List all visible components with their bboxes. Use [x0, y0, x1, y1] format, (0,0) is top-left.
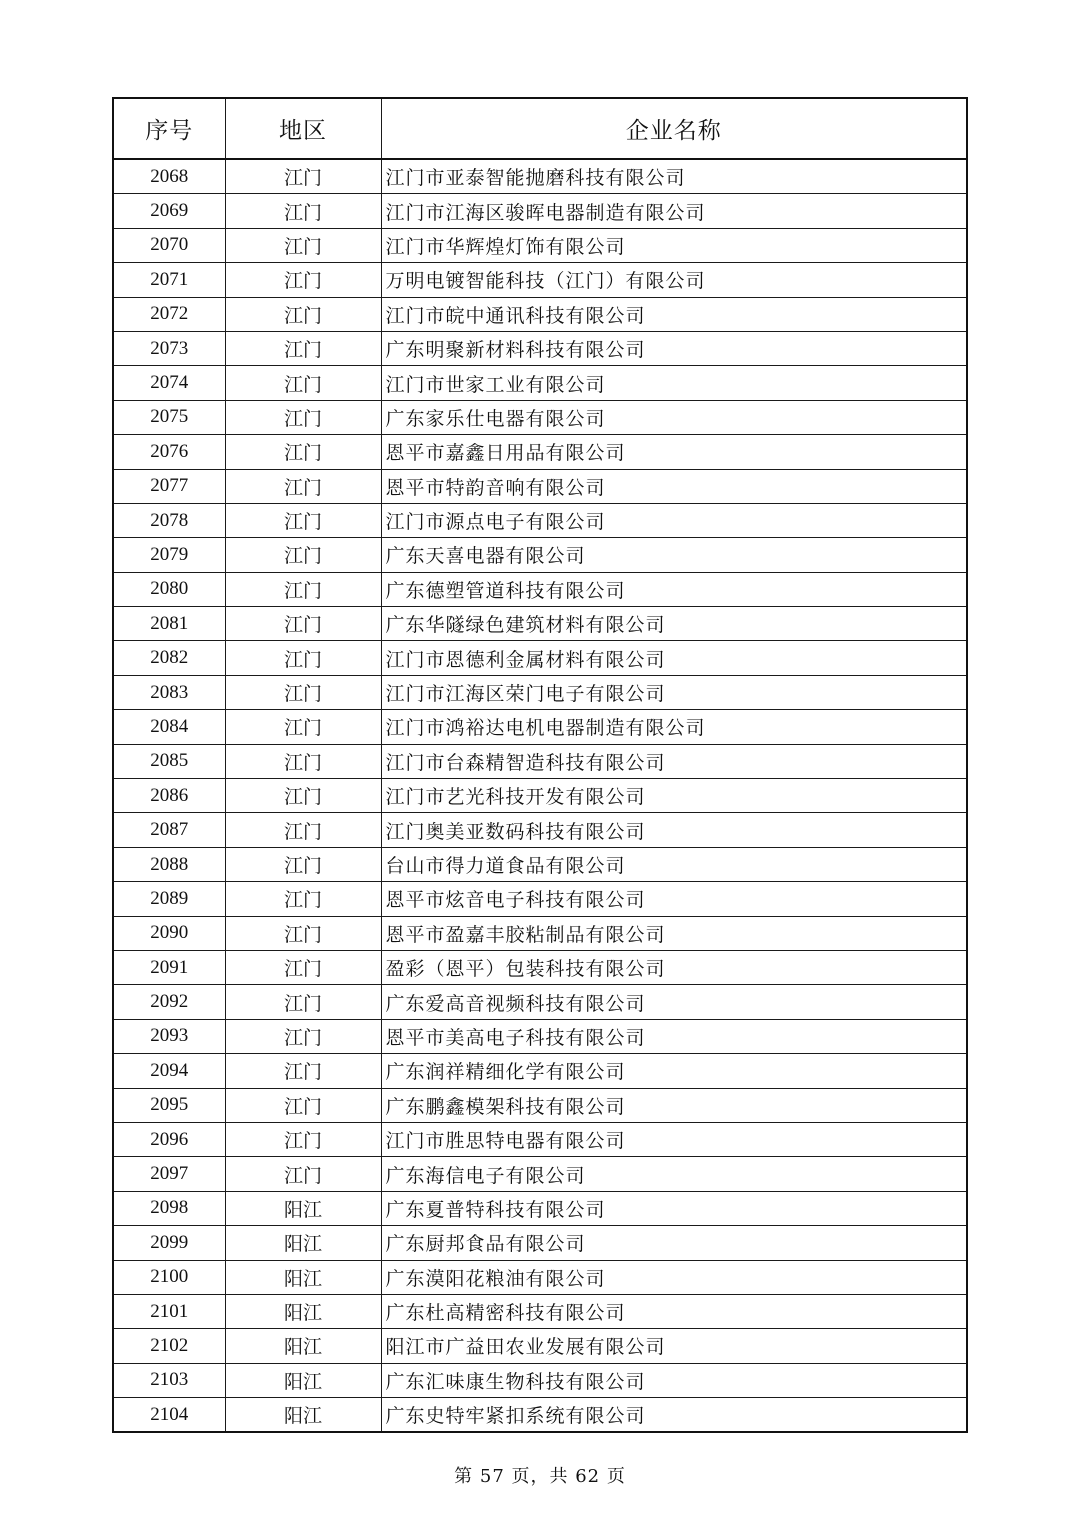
table-row: [113, 503, 967, 537]
cell-serial-number: 2094: [113, 1054, 225, 1088]
table-row: [113, 228, 967, 262]
cell-serial-number: 2098: [113, 1191, 225, 1225]
cell-serial-number: 2082: [113, 641, 225, 675]
cell-region: 江门: [225, 572, 381, 606]
table-row: [113, 1191, 967, 1225]
table-row: [113, 469, 967, 503]
cell-serial-number: 2086: [113, 779, 225, 813]
cell-serial-number: 2092: [113, 985, 225, 1019]
cell-enterprise-name: 广东爱高音视频科技有限公司: [381, 985, 967, 1019]
table-body: [113, 159, 967, 1432]
cell-enterprise-name: 阳江市广益田农业发展有限公司: [381, 1329, 967, 1363]
table-row: [113, 435, 967, 469]
cell-enterprise-name: 广东史特牢紧扣系统有限公司: [381, 1398, 967, 1433]
table-row: [113, 916, 967, 950]
table-header: [113, 98, 967, 159]
table-row: [113, 641, 967, 675]
cell-region: 江门: [225, 297, 381, 331]
cell-serial-number: 2074: [113, 366, 225, 400]
table-row: [113, 1363, 967, 1397]
cell-serial-number: 2095: [113, 1088, 225, 1122]
cell-serial-number: 2076: [113, 435, 225, 469]
header-row: [113, 98, 967, 159]
cell-enterprise-name: 恩平市嘉鑫日用品有限公司: [381, 435, 967, 469]
cell-region: 阳江: [225, 1398, 381, 1433]
cell-region: 阳江: [225, 1294, 381, 1328]
cell-serial-number: 2075: [113, 400, 225, 434]
cell-serial-number: 2069: [113, 194, 225, 228]
cell-serial-number: 2072: [113, 297, 225, 331]
cell-region: 江门: [225, 950, 381, 984]
cell-enterprise-name: 广东夏普特科技有限公司: [381, 1191, 967, 1225]
cell-serial-number: 2088: [113, 847, 225, 881]
table-row: [113, 159, 967, 194]
cell-enterprise-name: 广东海信电子有限公司: [381, 1157, 967, 1191]
table-row: [113, 366, 967, 400]
cell-enterprise-name: 江门市亚泰智能抛磨科技有限公司: [381, 159, 967, 194]
table-row: [113, 1329, 967, 1363]
table-row: [113, 1122, 967, 1156]
cell-serial-number: 2085: [113, 744, 225, 778]
cell-region: 江门: [225, 1088, 381, 1122]
cell-serial-number: 2102: [113, 1329, 225, 1363]
header-enterprise-name: 企业名称: [381, 98, 967, 159]
table-row: [113, 538, 967, 572]
cell-region: 江门: [225, 538, 381, 572]
table-row: [113, 400, 967, 434]
table-row: [113, 985, 967, 1019]
enterprise-table: [112, 97, 968, 1433]
table-row: [113, 813, 967, 847]
cell-enterprise-name: 广东杜高精密科技有限公司: [381, 1294, 967, 1328]
cell-serial-number: 2096: [113, 1122, 225, 1156]
table-row: [113, 1398, 967, 1433]
cell-serial-number: 2099: [113, 1226, 225, 1260]
cell-region: 江门: [225, 847, 381, 881]
cell-serial-number: 2079: [113, 538, 225, 572]
cell-enterprise-name: 江门市皖中通讯科技有限公司: [381, 297, 967, 331]
cell-enterprise-name: 广东鹏鑫模架科技有限公司: [381, 1088, 967, 1122]
table-row: [113, 263, 967, 297]
table-row: [113, 1019, 967, 1053]
cell-enterprise-name: 恩平市盈嘉丰胶粘制品有限公司: [381, 916, 967, 950]
cell-enterprise-name: 江门市源点电子有限公司: [381, 503, 967, 537]
cell-enterprise-name: 广东厨邦食品有限公司: [381, 1226, 967, 1260]
cell-enterprise-name: 江门市世家工业有限公司: [381, 366, 967, 400]
page-number-footer: 第 57 页，共 62 页: [454, 1466, 626, 1487]
cell-enterprise-name: 江门市胜思特电器有限公司: [381, 1122, 967, 1156]
cell-enterprise-name: 江门市台森精智造科技有限公司: [381, 744, 967, 778]
table-row: [113, 779, 967, 813]
cell-serial-number: 2089: [113, 882, 225, 916]
cell-serial-number: 2078: [113, 503, 225, 537]
cell-enterprise-name: 江门市恩德利金属材料有限公司: [381, 641, 967, 675]
table-row: [113, 297, 967, 331]
table-row: [113, 607, 967, 641]
table-row: [113, 1157, 967, 1191]
cell-enterprise-name: 广东华隧绿色建筑材料有限公司: [381, 607, 967, 641]
cell-serial-number: 2093: [113, 1019, 225, 1053]
table-row: [113, 882, 967, 916]
cell-enterprise-name: 广东明聚新材料科技有限公司: [381, 331, 967, 365]
cell-region: 江门: [225, 435, 381, 469]
cell-region: 江门: [225, 744, 381, 778]
cell-region: 阳江: [225, 1363, 381, 1397]
cell-region: 江门: [225, 916, 381, 950]
cell-serial-number: 2068: [113, 159, 225, 194]
cell-serial-number: 2091: [113, 950, 225, 984]
header-serial-number: 序号: [113, 98, 225, 159]
cell-serial-number: 2081: [113, 607, 225, 641]
table-row: [113, 1226, 967, 1260]
cell-enterprise-name: 万明电镀智能科技（江门）有限公司: [381, 263, 967, 297]
cell-region: 江门: [225, 228, 381, 262]
table-row: [113, 572, 967, 606]
table-row: [113, 1054, 967, 1088]
table-row: [113, 331, 967, 365]
cell-region: 江门: [225, 641, 381, 675]
table-row: [113, 710, 967, 744]
cell-region: 江门: [225, 263, 381, 297]
cell-enterprise-name: 广东天喜电器有限公司: [381, 538, 967, 572]
cell-enterprise-name: 恩平市特韵音响有限公司: [381, 469, 967, 503]
cell-enterprise-name: 台山市得力道食品有限公司: [381, 847, 967, 881]
cell-serial-number: 2083: [113, 675, 225, 709]
cell-serial-number: 2077: [113, 469, 225, 503]
cell-enterprise-name: 广东漠阳花粮油有限公司: [381, 1260, 967, 1294]
cell-enterprise-name: 江门市华辉煌灯饰有限公司: [381, 228, 967, 262]
cell-serial-number: 2080: [113, 572, 225, 606]
cell-enterprise-name: 广东润祥精细化学有限公司: [381, 1054, 967, 1088]
cell-enterprise-name: 广东德塑管道科技有限公司: [381, 572, 967, 606]
cell-region: 江门: [225, 985, 381, 1019]
cell-region: 江门: [225, 1054, 381, 1088]
table-row: [113, 1294, 967, 1328]
cell-enterprise-name: 广东家乐仕电器有限公司: [381, 400, 967, 434]
cell-region: 江门: [225, 607, 381, 641]
cell-region: 阳江: [225, 1329, 381, 1363]
cell-region: 江门: [225, 1122, 381, 1156]
cell-region: 阳江: [225, 1191, 381, 1225]
cell-enterprise-name: 江门市江海区骏晖电器制造有限公司: [381, 194, 967, 228]
cell-enterprise-name: 广东汇味康生物科技有限公司: [381, 1363, 967, 1397]
cell-serial-number: 2084: [113, 710, 225, 744]
table-row: [113, 744, 967, 778]
cell-region: 江门: [225, 813, 381, 847]
cell-region: 江门: [225, 675, 381, 709]
cell-serial-number: 2104: [113, 1398, 225, 1433]
table-row: [113, 847, 967, 881]
header-region: 地区: [225, 98, 381, 159]
cell-enterprise-name: 江门奥美亚数码科技有限公司: [381, 813, 967, 847]
cell-region: 江门: [225, 1157, 381, 1191]
cell-serial-number: 2073: [113, 331, 225, 365]
cell-region: 江门: [225, 159, 381, 194]
cell-serial-number: 2101: [113, 1294, 225, 1328]
cell-region: 江门: [225, 710, 381, 744]
cell-enterprise-name: 江门市艺光科技开发有限公司: [381, 779, 967, 813]
cell-region: 江门: [225, 503, 381, 537]
table-row: [113, 1260, 967, 1294]
cell-serial-number: 2100: [113, 1260, 225, 1294]
cell-region: 江门: [225, 882, 381, 916]
cell-serial-number: 2103: [113, 1363, 225, 1397]
cell-serial-number: 2070: [113, 228, 225, 262]
cell-region: 江门: [225, 194, 381, 228]
cell-region: 阳江: [225, 1260, 381, 1294]
table-row: [113, 950, 967, 984]
cell-region: 江门: [225, 469, 381, 503]
cell-serial-number: 2071: [113, 263, 225, 297]
cell-region: 江门: [225, 400, 381, 434]
cell-region: 江门: [225, 1019, 381, 1053]
cell-region: 江门: [225, 331, 381, 365]
cell-serial-number: 2087: [113, 813, 225, 847]
cell-region: 江门: [225, 779, 381, 813]
cell-serial-number: 2097: [113, 1157, 225, 1191]
cell-enterprise-name: 盈彩（恩平）包装科技有限公司: [381, 950, 967, 984]
cell-serial-number: 2090: [113, 916, 225, 950]
cell-enterprise-name: 江门市鸿裕达电机电器制造有限公司: [381, 710, 967, 744]
table-row: [113, 194, 967, 228]
cell-enterprise-name: 恩平市美高电子科技有限公司: [381, 1019, 967, 1053]
cell-region: 阳江: [225, 1226, 381, 1260]
table-row: [113, 1088, 967, 1122]
cell-enterprise-name: 恩平市炫音电子科技有限公司: [381, 882, 967, 916]
cell-region: 江门: [225, 366, 381, 400]
table-row: [113, 675, 967, 709]
cell-enterprise-name: 江门市江海区荣门电子有限公司: [381, 675, 967, 709]
